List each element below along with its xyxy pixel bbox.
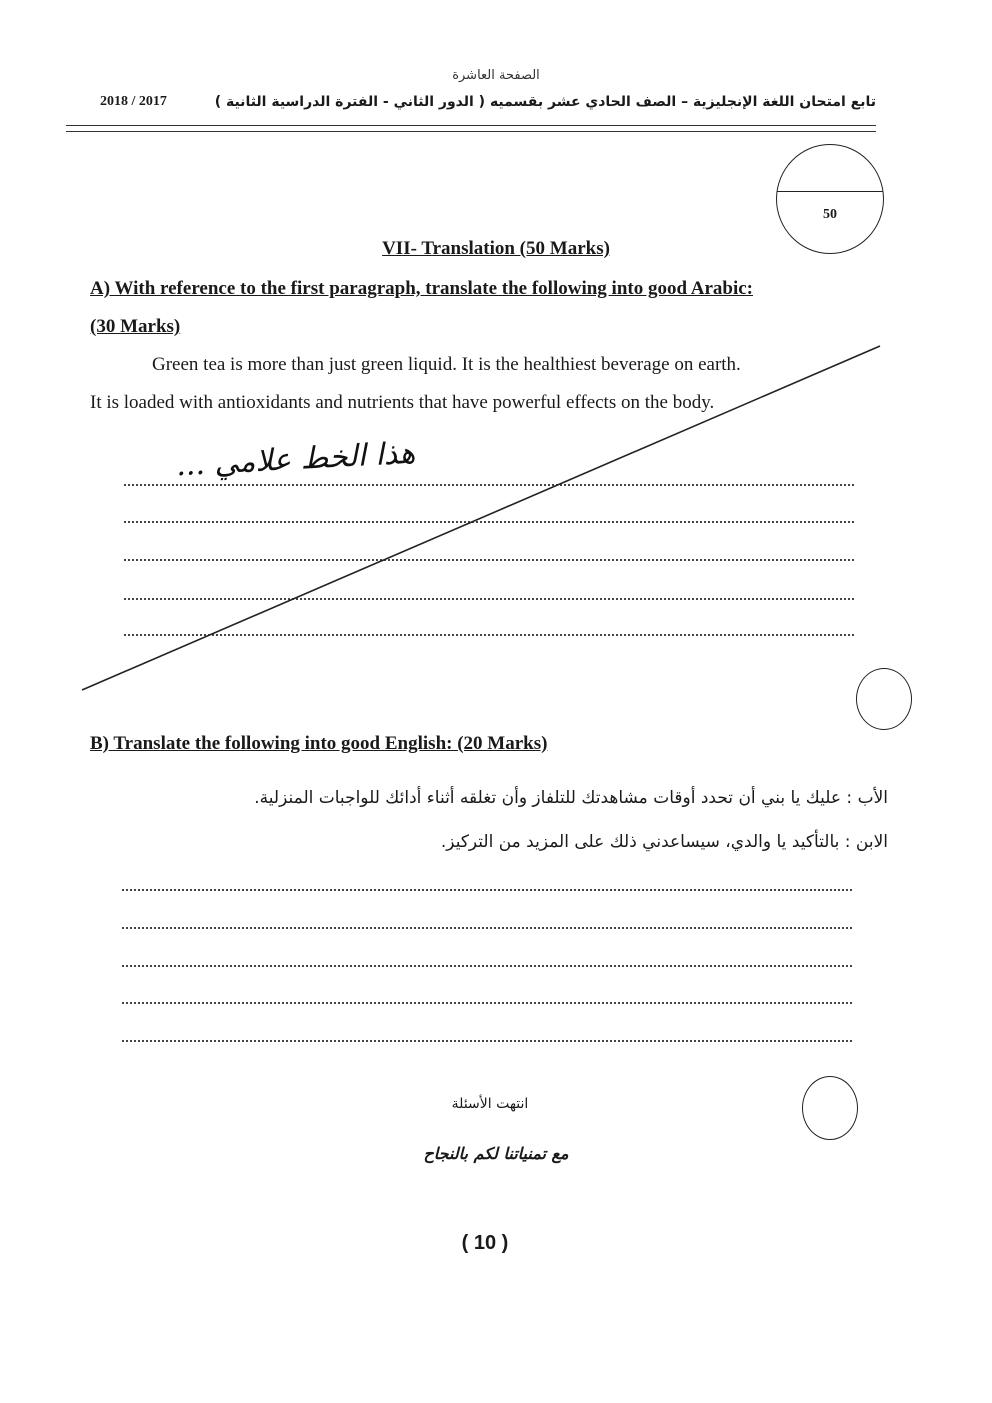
handwritten-answer: هذا الخط علامي ...: [175, 435, 417, 484]
part-b-instruction: B) Translate the following into good English: (20 Marks): [90, 733, 548, 754]
part-a-mark-circle: [856, 668, 912, 730]
exam-title: تابع امتحان اللغة الإنجليزية – الصف الحادي عشر بقسميه ( الدور الثاني - الفترة الدراسية الثانية ): [214, 94, 876, 110]
answer-line-b1: [122, 889, 852, 891]
exam-year: 2018 / 2017: [100, 94, 167, 109]
part-a-marks: (30 Marks): [90, 316, 181, 337]
cross-out-stroke: [82, 346, 880, 690]
page-label: الصفحة العاشرة: [452, 68, 540, 83]
answer-line-b4: [122, 1002, 852, 1004]
section-title: VII- Translation (50 Marks): [382, 238, 610, 259]
end-of-questions: انتهت الأسئلة: [451, 1096, 529, 1112]
answer-line-b3: [122, 965, 852, 967]
part-a-text-line-1: Green tea is more than just green liquid. It is the healthiest beverage on earth.: [152, 354, 741, 375]
part-b-arabic-line-1: الأب : عليك يا بني أن تحدد أوقات مشاهدتك للتلفاز وأن تغلقه أثناء أدائك للواجبات المنزلية.: [254, 788, 888, 808]
good-luck-wishes: مع تمنياتنا لكم بالنجاح: [423, 1144, 569, 1163]
answer-line-b5: [122, 1040, 852, 1042]
page-number: ( 10 ): [461, 1232, 509, 1254]
score-total: 50: [823, 207, 837, 222]
part-b-arabic-line-2: الابن : بالتأكيد يا والدي، سيساعدني ذلك على المزيد من التركيز.: [440, 832, 888, 852]
part-a-text-line-2: It is loaded with antioxidants and nutrients that have powerful effects on the body.: [90, 392, 715, 413]
answer-line-b2: [122, 927, 852, 929]
part-a-instruction: A) With reference to the first paragraph, translate the following into good Arabic:: [90, 278, 753, 299]
